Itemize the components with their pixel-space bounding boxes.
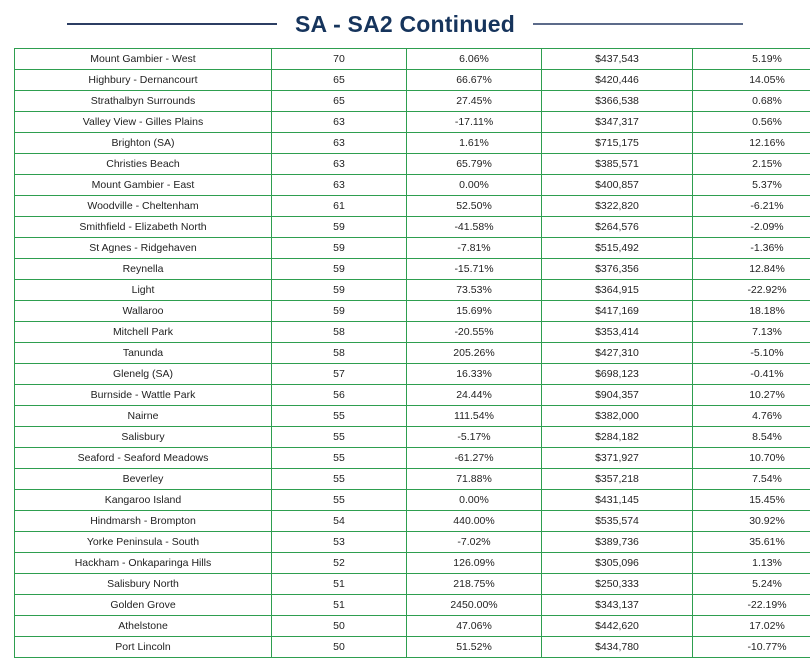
cell-region: Valley View - Gilles Plains — [15, 112, 272, 133]
cell-sales-change: -7.81% — [407, 238, 542, 259]
cell-median-price: $264,576 — [542, 217, 693, 238]
cell-region: Brighton (SA) — [15, 133, 272, 154]
cell-median-price: $389,736 — [542, 532, 693, 553]
cell-sales: 63 — [272, 175, 407, 196]
cell-sales-change: -5.17% — [407, 427, 542, 448]
table-row — [15, 364, 810, 385]
table-row — [15, 385, 810, 406]
cell-price-change: 5.37% — [693, 175, 810, 196]
cell-sales-change: 51.52% — [407, 637, 542, 658]
cell-median-price: $417,169 — [542, 301, 693, 322]
cell-sales: 55 — [272, 469, 407, 490]
cell-region: Smithfield - Elizabeth North — [15, 217, 272, 238]
table-row — [15, 511, 810, 532]
cell-sales-change: -17.11% — [407, 112, 542, 133]
cell-region: Nairne — [15, 406, 272, 427]
cell-median-price: $715,175 — [542, 133, 693, 154]
table-row — [15, 469, 810, 490]
cell-region: Seaford - Seaford Meadows — [15, 448, 272, 469]
cell-median-price: $431,145 — [542, 490, 693, 511]
cell-median-price: $698,123 — [542, 364, 693, 385]
cell-sales-change: 27.45% — [407, 91, 542, 112]
cell-region: Woodville - Cheltenham — [15, 196, 272, 217]
cell-sales: 65 — [272, 70, 407, 91]
cell-sales: 55 — [272, 406, 407, 427]
cell-sales: 63 — [272, 154, 407, 175]
table-row — [15, 112, 810, 133]
cell-sales-change: 2450.00% — [407, 595, 542, 616]
cell-price-change: 0.68% — [693, 91, 810, 112]
cell-sales-change: 440.00% — [407, 511, 542, 532]
cell-region: Hindmarsh - Brompton — [15, 511, 272, 532]
cell-sales: 51 — [272, 574, 407, 595]
cell-price-change: 18.18% — [693, 301, 810, 322]
cell-median-price: $250,333 — [542, 574, 693, 595]
cell-price-change: -22.19% — [693, 595, 810, 616]
cell-price-change: -6.21% — [693, 196, 810, 217]
cell-region: Yorke Peninsula - South — [15, 532, 272, 553]
cell-sales-change: 111.54% — [407, 406, 542, 427]
cell-sales: 65 — [272, 91, 407, 112]
cell-median-price: $427,310 — [542, 343, 693, 364]
table-row — [15, 70, 810, 91]
cell-median-price: $366,538 — [542, 91, 693, 112]
cell-sales-change: 47.06% — [407, 616, 542, 637]
table-row — [15, 637, 810, 658]
cell-sales-change: 6.06% — [407, 49, 542, 70]
cell-median-price: $364,915 — [542, 280, 693, 301]
cell-median-price: $322,820 — [542, 196, 693, 217]
table-row — [15, 322, 810, 343]
cell-region: Mitchell Park — [15, 322, 272, 343]
cell-price-change: -10.77% — [693, 637, 810, 658]
cell-sales: 63 — [272, 133, 407, 154]
cell-region: Tanunda — [15, 343, 272, 364]
table-container — [0, 48, 810, 658]
cell-sales: 55 — [272, 448, 407, 469]
cell-price-change: 0.56% — [693, 112, 810, 133]
cell-median-price: $535,574 — [542, 511, 693, 532]
cell-median-price: $305,096 — [542, 553, 693, 574]
cell-sales-change: 24.44% — [407, 385, 542, 406]
table-row — [15, 91, 810, 112]
cell-region: Light — [15, 280, 272, 301]
header-rule-left — [67, 23, 277, 25]
cell-region: Christies Beach — [15, 154, 272, 175]
cell-sales: 59 — [272, 280, 407, 301]
cell-median-price: $347,317 — [542, 112, 693, 133]
cell-price-change: -22.92% — [693, 280, 810, 301]
table-row — [15, 154, 810, 175]
cell-sales: 58 — [272, 343, 407, 364]
cell-price-change: -5.10% — [693, 343, 810, 364]
cell-sales-change: 126.09% — [407, 553, 542, 574]
cell-price-change: 17.02% — [693, 616, 810, 637]
cell-median-price: $437,543 — [542, 49, 693, 70]
cell-sales-change: 0.00% — [407, 175, 542, 196]
cell-price-change: 5.24% — [693, 574, 810, 595]
cell-sales-change: -7.02% — [407, 532, 542, 553]
cell-sales: 63 — [272, 112, 407, 133]
cell-median-price: $382,000 — [542, 406, 693, 427]
cell-median-price: $904,357 — [542, 385, 693, 406]
cell-sales: 57 — [272, 364, 407, 385]
cell-sales: 59 — [272, 238, 407, 259]
cell-median-price: $385,571 — [542, 154, 693, 175]
cell-sales-change: 1.61% — [407, 133, 542, 154]
table-row — [15, 448, 810, 469]
cell-sales-change: 205.26% — [407, 343, 542, 364]
cell-price-change: -1.36% — [693, 238, 810, 259]
cell-median-price: $442,620 — [542, 616, 693, 637]
cell-region: St Agnes - Ridgehaven — [15, 238, 272, 259]
cell-region: Salisbury North — [15, 574, 272, 595]
cell-sales: 61 — [272, 196, 407, 217]
cell-region: Kangaroo Island — [15, 490, 272, 511]
cell-sales: 59 — [272, 217, 407, 238]
cell-sales: 70 — [272, 49, 407, 70]
cell-sales-change: 0.00% — [407, 490, 542, 511]
cell-price-change: 14.05% — [693, 70, 810, 91]
table-row — [15, 133, 810, 154]
cell-region: Beverley — [15, 469, 272, 490]
cell-region: Burnside - Wattle Park — [15, 385, 272, 406]
cell-sales: 56 — [272, 385, 407, 406]
table-row — [15, 490, 810, 511]
cell-region: Golden Grove — [15, 595, 272, 616]
table-row — [15, 301, 810, 322]
table-row — [15, 343, 810, 364]
cell-median-price: $515,492 — [542, 238, 693, 259]
table-row — [15, 406, 810, 427]
table-body — [15, 49, 810, 658]
cell-median-price: $434,780 — [542, 637, 693, 658]
cell-sales-change: -15.71% — [407, 259, 542, 280]
cell-price-change: 2.15% — [693, 154, 810, 175]
cell-sales: 50 — [272, 637, 407, 658]
cell-region: Athelstone — [15, 616, 272, 637]
cell-sales: 52 — [272, 553, 407, 574]
cell-sales-change: 66.67% — [407, 70, 542, 91]
cell-sales-change: -61.27% — [407, 448, 542, 469]
cell-price-change: 30.92% — [693, 511, 810, 532]
cell-median-price: $376,356 — [542, 259, 693, 280]
table-row — [15, 196, 810, 217]
table-row — [15, 574, 810, 595]
cell-region: Strathalbyn Surrounds — [15, 91, 272, 112]
table-row — [15, 238, 810, 259]
cell-median-price: $371,927 — [542, 448, 693, 469]
cell-price-change: 8.54% — [693, 427, 810, 448]
cell-sales-change: 73.53% — [407, 280, 542, 301]
cell-sales-change: 218.75% — [407, 574, 542, 595]
table-row — [15, 49, 810, 70]
cell-sales: 51 — [272, 595, 407, 616]
cell-sales-change: 16.33% — [407, 364, 542, 385]
cell-median-price: $357,218 — [542, 469, 693, 490]
cell-sales-change: 65.79% — [407, 154, 542, 175]
cell-sales: 58 — [272, 322, 407, 343]
table-row — [15, 280, 810, 301]
table-row — [15, 427, 810, 448]
cell-price-change: 5.19% — [693, 49, 810, 70]
cell-sales: 55 — [272, 490, 407, 511]
page-header — [0, 0, 810, 48]
cell-price-change: 7.13% — [693, 322, 810, 343]
cell-sales: 55 — [272, 427, 407, 448]
cell-sales: 54 — [272, 511, 407, 532]
table-row — [15, 553, 810, 574]
cell-region: Highbury - Dernancourt — [15, 70, 272, 91]
cell-sales: 59 — [272, 301, 407, 322]
cell-price-change: 10.70% — [693, 448, 810, 469]
cell-region: Mount Gambier - East — [15, 175, 272, 196]
cell-price-change: 35.61% — [693, 532, 810, 553]
cell-sales-change: 52.50% — [407, 196, 542, 217]
cell-price-change: 4.76% — [693, 406, 810, 427]
cell-region: Hackham - Onkaparinga Hills — [15, 553, 272, 574]
cell-region: Port Lincoln — [15, 637, 272, 658]
cell-region: Salisbury — [15, 427, 272, 448]
cell-sales-change: 71.88% — [407, 469, 542, 490]
cell-region: Reynella — [15, 259, 272, 280]
cell-price-change: 15.45% — [693, 490, 810, 511]
sa2-statistics-table — [14, 48, 810, 658]
cell-median-price: $400,857 — [542, 175, 693, 196]
cell-sales-change: -20.55% — [407, 322, 542, 343]
cell-sales: 59 — [272, 259, 407, 280]
cell-price-change: 1.13% — [693, 553, 810, 574]
cell-median-price: $343,137 — [542, 595, 693, 616]
cell-price-change: 7.54% — [693, 469, 810, 490]
cell-median-price: $353,414 — [542, 322, 693, 343]
cell-sales: 53 — [272, 532, 407, 553]
page-title: SA - SA2 Continued — [295, 11, 515, 38]
cell-price-change: -2.09% — [693, 217, 810, 238]
cell-sales-change: 15.69% — [407, 301, 542, 322]
table-row — [15, 595, 810, 616]
cell-price-change: 12.16% — [693, 133, 810, 154]
cell-price-change: 12.84% — [693, 259, 810, 280]
cell-region: Wallaroo — [15, 301, 272, 322]
table-row — [15, 616, 810, 637]
cell-median-price: $420,446 — [542, 70, 693, 91]
cell-sales-change: -41.58% — [407, 217, 542, 238]
cell-region: Glenelg (SA) — [15, 364, 272, 385]
header-rule-right — [533, 23, 743, 25]
cell-median-price: $284,182 — [542, 427, 693, 448]
table-row — [15, 175, 810, 196]
table-row — [15, 259, 810, 280]
cell-region: Mount Gambier - West — [15, 49, 272, 70]
table-row — [15, 217, 810, 238]
table-row — [15, 532, 810, 553]
cell-price-change: 10.27% — [693, 385, 810, 406]
cell-price-change: -0.41% — [693, 364, 810, 385]
cell-sales: 50 — [272, 616, 407, 637]
